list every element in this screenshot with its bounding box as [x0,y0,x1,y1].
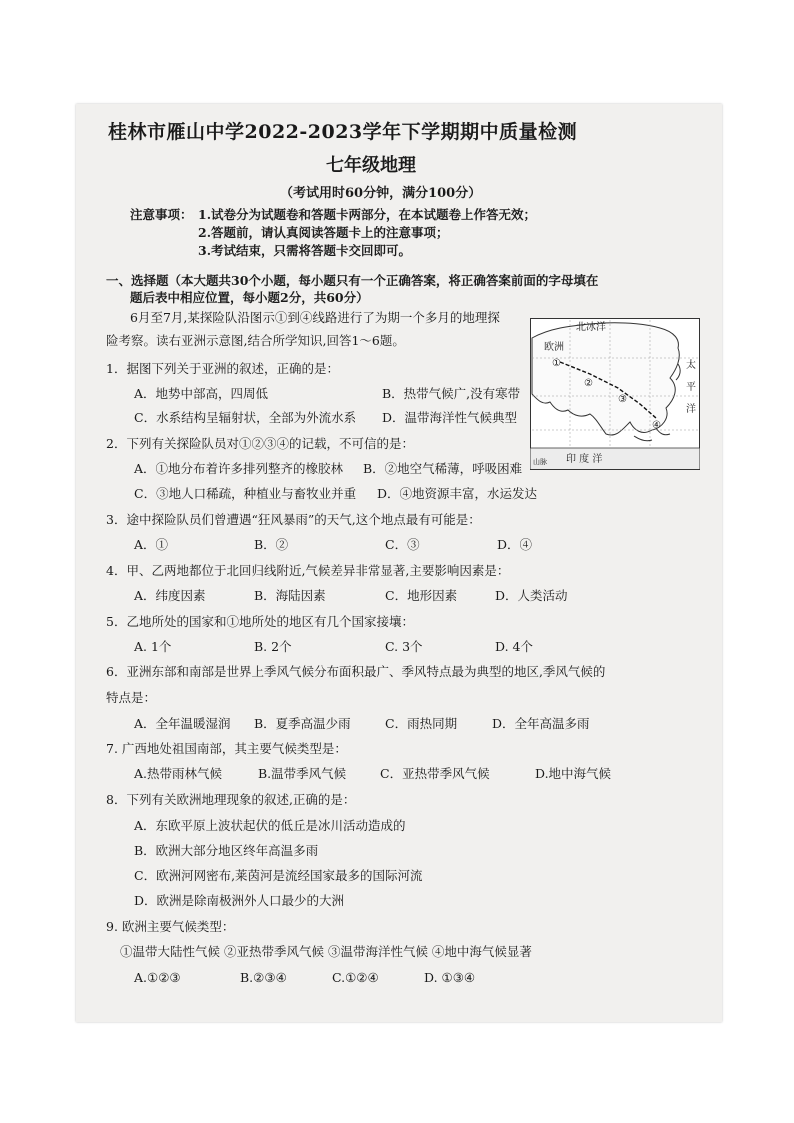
option: A．①地分布着许多排列整齐的橡胶林 [134,461,344,476]
asia-map [530,318,700,470]
map-label-arctic: 北冰洋 [576,322,606,333]
option: B．② [254,537,289,552]
option: A.热带雨林气候 [134,766,223,781]
option: B．海陆因素 [254,588,326,603]
route-mark-2: ② [584,378,593,389]
notice-item: 2.答题前，请认真阅读答题卡上的注意事项； [198,225,449,240]
subject-title: 七年级地理 [326,155,416,176]
intro-text: 6月至7月,某探险队沿图示①到④线路进行了为期一个多月的地理探 [130,310,500,325]
option: D.地中海气候 [535,766,612,781]
map-label-pacific: 太 [686,360,696,371]
option: A．地势中部高，四周低 [134,386,269,401]
question-stem: 4．甲、乙两地都位于北回归线附近,气候差异非常显著,主要影响因素是： [106,563,510,578]
route-mark-3: ③ [618,394,627,405]
notice-item: 3.考试结束，只需将答题卡交回即可。 [198,243,412,258]
section-heading: 一、选择题（本大题共30个小题，每小题只有一个正确答案，将正确答案前面的字母填在 [106,273,599,288]
question-stem: 1．据图下列关于亚洲的叙述，正确的是： [106,361,339,376]
section-heading-cont: 题后表中相应位置，每小题2分，共60分） [130,290,369,305]
option: D．④地资源丰富，水运发达 [377,486,538,501]
option: B．欧洲大部分地区终年高温多雨 [134,843,319,858]
option: D．④ [497,537,533,552]
option: B.温带季风气候 [258,766,347,781]
notice-label: 注意事项： [130,207,193,222]
question-stem: 3．途中探险队员们曾遭遇“狂风暴雨”的天气,这个地点最有可能是： [106,512,481,527]
notice-item: 1.试卷分为试题卷和答题卡两部分，在本试题卷上作答无效； [198,207,537,222]
exam-title: 桂林市雁山中学2022-2023学年下学期期中质量检测 [108,121,578,143]
option: D. 4个 [495,639,533,654]
option: C．雨热同期 [385,716,458,731]
option: B．②地空气稀薄，呼吸困难 [363,461,523,476]
option: B. 2个 [254,639,292,654]
question-stem: 5．乙地所处的国家和①地所处的地区有几个国家接壤： [106,614,414,629]
question-stem: 9. 欧洲主要气候类型： [106,919,235,934]
option: B．夏季高温少雨 [254,716,351,731]
question-stem-cont: ①温带大陆性气候 ②亚热带季风气候 ③温带海洋性气候 ④地中海气候显著 [120,944,532,959]
option: D．温带海洋性气候典型 [382,410,518,425]
option: A．纬度因素 [134,588,206,603]
question-stem: 6．亚洲东部和南部是世界上季风气候分布面积最广、季风特点最为典型的地区,季风气候的 [106,664,606,679]
option: C．欧洲河网密布,莱茵河是流经国家最多的国际河流 [134,868,423,883]
question-stem: 8．下列有关欧洲地理现象的叙述,正确的是： [106,792,356,807]
intro-text: 险考察。读右亚洲示意图,结合所学知识,回答1～6题。 [106,333,405,348]
option: D. ①③④ [424,970,476,985]
option: C．地形因素 [385,588,458,603]
option: B.②③④ [240,970,287,985]
option: C．③地人口稀疏，种植业与畜牧业并重 [134,486,357,501]
option: A．东欧平原上波状起伏的低丘是冰川活动造成的 [134,818,406,833]
option: B．热带气候广,没有寒带 [382,386,521,401]
question-stem-cont: 特点是： [106,690,157,705]
question-stem: 2．下列有关探险队员对①②③④的记载，不可信的是： [106,436,414,451]
route-mark-4: ④ [652,420,661,431]
option: C．亚热带季风气候 [380,766,490,781]
option: A．全年温暖湿润 [134,716,231,731]
route-mark-1: ① [552,358,561,369]
option: D．人类活动 [495,588,568,603]
map-label-pacific: 洋 [686,404,696,415]
option: D．欧洲是除南极洲外人口最少的大洲 [134,893,345,908]
exam-info: （考试用时60分钟，满分100分） [280,186,482,201]
option: A．① [134,537,169,552]
option: A.①②③ [134,970,181,985]
map-label-pacific: 平 [686,382,696,393]
option: C．水系结构呈辐射状，全部为外流水系 [134,410,357,425]
option: C．③ [385,537,420,552]
option: A. 1个 [134,639,172,654]
map-label-europe: 欧洲 [544,342,564,353]
option: C. 3个 [385,639,423,654]
map-label-indian: 印 度 洋 [566,454,603,465]
map-label-corner: 山脉 [533,458,547,466]
question-stem: 7. 广西地处祖国南部，其主要气候类型是： [106,741,347,756]
option: D．全年高温多雨 [492,716,590,731]
option: C.①②④ [332,970,379,985]
